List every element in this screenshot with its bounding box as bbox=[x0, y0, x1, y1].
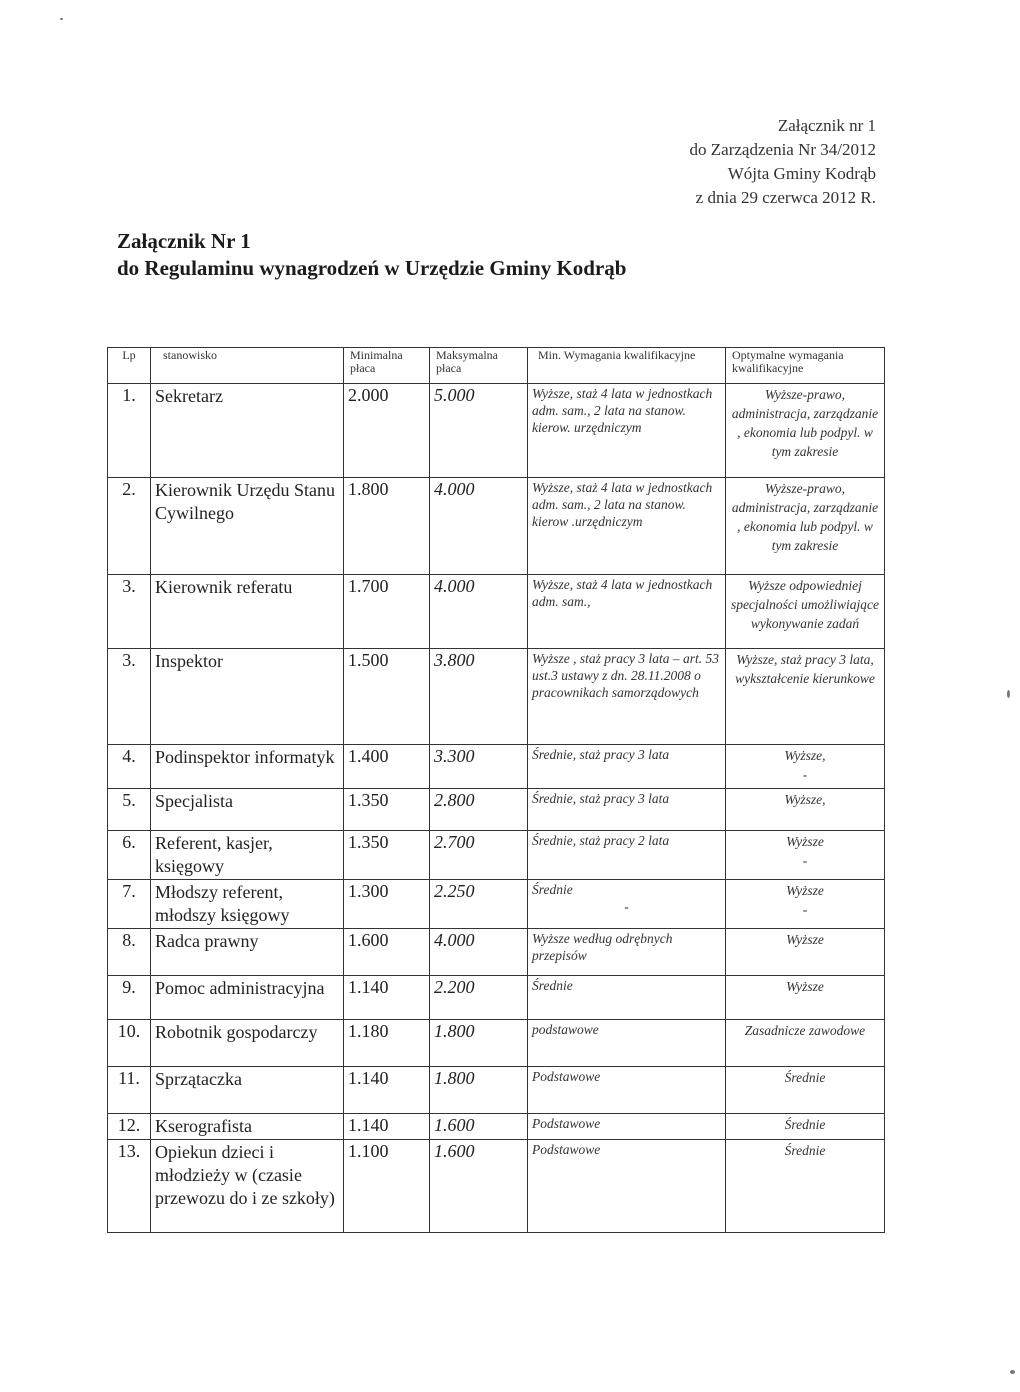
min-requirements: Wyższe według odrębnych przepisów bbox=[532, 931, 673, 963]
min-requirements: Podstawowe bbox=[532, 1116, 601, 1131]
max-pay: 2.700 bbox=[434, 832, 475, 852]
scan-speck bbox=[60, 18, 63, 20]
max-pay: 4.000 bbox=[434, 576, 475, 596]
row-number-cell bbox=[108, 976, 151, 1020]
position-name: Młodszy referent, młodszy księgowy bbox=[155, 882, 290, 925]
min-pay: 1.180 bbox=[348, 1021, 389, 1041]
table-body bbox=[108, 384, 885, 1233]
min-pay-cell bbox=[344, 1140, 430, 1233]
header-min-requirements: Min. Wymagania kwalifikacyjne bbox=[528, 348, 726, 384]
row-number: 4. bbox=[122, 746, 136, 766]
optimal-requirements-cell bbox=[726, 1020, 885, 1067]
row-number: 1. bbox=[122, 385, 136, 405]
min-requirements-cell bbox=[528, 880, 726, 929]
max-pay: 1.600 bbox=[434, 1115, 475, 1135]
table-row bbox=[108, 880, 885, 929]
salary-table bbox=[107, 347, 885, 1233]
header-line-2: do Zarządzenia Nr 34/2012 bbox=[689, 140, 876, 159]
optimal-requirements-dash: - bbox=[802, 902, 808, 917]
max-pay-cell bbox=[430, 831, 528, 880]
row-number-cell bbox=[108, 789, 151, 831]
min-pay-cell bbox=[344, 831, 430, 880]
min-pay-cell bbox=[344, 880, 430, 929]
min-pay: 1.140 bbox=[348, 1068, 389, 1088]
position-name: Pomoc administracyjna bbox=[155, 978, 325, 998]
title-line-2: do Regulaminu wynagrodzeń w Urzędzie Gminy Kodrąb bbox=[117, 256, 627, 280]
min-requirements: Wyższe, staż 4 lata w jednostkach adm. sam., 2 lata na stanow. kierow .urzędniczym bbox=[532, 480, 713, 529]
header-min-pay: Minimalna płaca bbox=[344, 348, 430, 384]
table-row bbox=[108, 649, 885, 745]
min-requirements-cell bbox=[528, 745, 726, 789]
position-name-cell bbox=[151, 1020, 344, 1067]
min-requirements: Średnie, staż pracy 2 lata bbox=[532, 833, 670, 848]
table-row bbox=[108, 831, 885, 880]
min-requirements-cell bbox=[528, 929, 726, 976]
row-number-cell bbox=[108, 1067, 151, 1114]
row-number: 3. bbox=[122, 650, 136, 670]
min-pay: 1.140 bbox=[348, 1115, 389, 1135]
min-requirements: podstawowe bbox=[532, 1022, 599, 1037]
max-pay-cell bbox=[430, 789, 528, 831]
position-name: Sekretarz bbox=[155, 386, 223, 406]
row-number-cell bbox=[108, 575, 151, 649]
max-pay-cell bbox=[430, 384, 528, 478]
max-pay: 1.800 bbox=[434, 1068, 475, 1088]
optimal-requirements-cell bbox=[726, 1114, 885, 1140]
min-requirements-cell bbox=[528, 478, 726, 575]
row-number: 10. bbox=[117, 1021, 141, 1041]
min-pay: 2.000 bbox=[348, 385, 389, 405]
optimal-requirements-cell bbox=[726, 745, 885, 789]
min-requirements-cell bbox=[528, 649, 726, 745]
table-row bbox=[108, 1067, 885, 1114]
min-pay-cell bbox=[344, 649, 430, 745]
row-number: 13. bbox=[117, 1141, 141, 1161]
optimal-requirements: Wyższe, bbox=[784, 748, 826, 763]
min-pay-cell bbox=[344, 976, 430, 1020]
header-line-3: Wójta Gminy Kodrąb bbox=[727, 164, 876, 183]
position-name: Opiekun dzieci i młodzieży w (czasie przewozu do i ze szkoły) bbox=[155, 1142, 335, 1208]
optimal-requirements-dash: - bbox=[802, 767, 808, 782]
row-number: 7. bbox=[122, 881, 136, 901]
position-name-cell bbox=[151, 1140, 344, 1233]
max-pay-cell bbox=[430, 745, 528, 789]
min-pay-cell bbox=[344, 745, 430, 789]
row-number: 6. bbox=[122, 832, 136, 852]
max-pay-cell bbox=[430, 478, 528, 575]
position-name: Radca prawny bbox=[155, 931, 259, 951]
min-requirements-cell bbox=[528, 1020, 726, 1067]
position-name-cell bbox=[151, 1114, 344, 1140]
position-name-cell bbox=[151, 789, 344, 831]
min-pay-cell bbox=[344, 1114, 430, 1140]
max-pay-cell bbox=[430, 880, 528, 929]
position-name-cell bbox=[151, 976, 344, 1020]
row-number-cell bbox=[108, 831, 151, 880]
header-position: stanowisko bbox=[151, 348, 344, 384]
position-name-cell bbox=[151, 745, 344, 789]
scan-speck bbox=[1010, 1370, 1015, 1374]
max-pay-cell bbox=[430, 1067, 528, 1114]
optimal-requirements: Średnie bbox=[784, 1070, 826, 1085]
optimal-requirements-cell bbox=[726, 384, 885, 478]
position-name-cell bbox=[151, 649, 344, 745]
row-number-cell bbox=[108, 745, 151, 789]
table-row bbox=[108, 478, 885, 575]
min-requirements-cell bbox=[528, 1140, 726, 1233]
row-number-cell bbox=[108, 649, 151, 745]
min-pay: 1.600 bbox=[348, 930, 389, 950]
min-pay: 1.700 bbox=[348, 576, 389, 596]
max-pay: 2.250 bbox=[434, 881, 475, 901]
table-header-row bbox=[108, 348, 885, 384]
scan-speck bbox=[1007, 690, 1010, 698]
optimal-requirements: Zasadnicze zawodowe bbox=[744, 1023, 866, 1038]
min-requirements-cell bbox=[528, 575, 726, 649]
row-number: 8. bbox=[122, 930, 136, 950]
position-name-cell bbox=[151, 880, 344, 929]
min-pay-cell bbox=[344, 384, 430, 478]
optimal-requirements-cell bbox=[726, 1067, 885, 1114]
position-name-cell bbox=[151, 831, 344, 880]
table-row bbox=[108, 976, 885, 1020]
optimal-requirements: Wyższe, staż pracy 3 lata, wykształcenie kierunkowe bbox=[735, 652, 875, 686]
row-number: 9. bbox=[122, 977, 136, 997]
table-row bbox=[108, 575, 885, 649]
optimal-requirements: Średnie bbox=[784, 1143, 826, 1158]
position-name: Podinspektor informatyk bbox=[155, 747, 335, 767]
position-name-cell bbox=[151, 478, 344, 575]
optimal-requirements-cell bbox=[726, 649, 885, 745]
optimal-requirements: Wyższe bbox=[786, 834, 824, 849]
row-number-cell bbox=[108, 384, 151, 478]
row-number-cell bbox=[108, 1140, 151, 1233]
min-pay: 1.350 bbox=[348, 790, 389, 810]
max-pay-cell bbox=[430, 1140, 528, 1233]
optimal-requirements: Wyższe-prawo, administracja, zarządzanie , ekonomia lub podpyl. w tym zakresie bbox=[731, 387, 879, 459]
row-number-cell bbox=[108, 1020, 151, 1067]
min-pay: 1.140 bbox=[348, 977, 389, 997]
max-pay-cell bbox=[430, 1114, 528, 1140]
max-pay: 2.200 bbox=[434, 977, 475, 997]
max-pay: 1.600 bbox=[434, 1141, 475, 1161]
min-requirements-cell bbox=[528, 1114, 726, 1140]
min-pay-cell bbox=[344, 789, 430, 831]
header-optimal-requirements: Optymalne wymagania kwalifikacyjne bbox=[726, 348, 885, 384]
max-pay: 2.800 bbox=[434, 790, 475, 810]
row-number: 5. bbox=[122, 790, 136, 810]
position-name-cell bbox=[151, 384, 344, 478]
min-requirements-cell bbox=[528, 384, 726, 478]
position-name: Robotnik gospodarczy bbox=[155, 1022, 318, 1042]
min-pay: 1.350 bbox=[348, 832, 389, 852]
position-name-cell bbox=[151, 929, 344, 976]
max-pay: 3.800 bbox=[434, 650, 475, 670]
optimal-requirements: Wyższe bbox=[786, 979, 824, 994]
min-pay: 1.400 bbox=[348, 746, 389, 766]
min-pay-cell bbox=[344, 478, 430, 575]
position-name: Kierownik Urzędu Stanu Cywilnego bbox=[155, 480, 335, 523]
document-title bbox=[117, 228, 626, 282]
position-name: Specjalista bbox=[155, 791, 233, 811]
position-name-cell bbox=[151, 1067, 344, 1114]
row-number: 11. bbox=[118, 1068, 140, 1088]
position-name-cell bbox=[151, 575, 344, 649]
optimal-requirements-cell bbox=[726, 976, 885, 1020]
min-requirements: Wyższe , staż pracy 3 lata – art. 53 ust.3 ustawy z dn. 28.11.2008 o pracownikach samorządowych bbox=[532, 651, 720, 700]
min-requirements-dash: - bbox=[624, 899, 629, 914]
max-pay-cell bbox=[430, 649, 528, 745]
optimal-requirements-cell bbox=[726, 1140, 885, 1233]
optimal-requirements-cell bbox=[726, 575, 885, 649]
max-pay: 3.300 bbox=[434, 746, 475, 766]
optimal-requirements-cell bbox=[726, 880, 885, 929]
min-requirements-cell bbox=[528, 789, 726, 831]
min-requirements: Wyższe, staż 4 lata w jednostkach adm. sam., 2 lata na stanow. kierow. urzędniczym bbox=[532, 386, 713, 435]
header-line-4: z dnia 29 czerwca 2012 R. bbox=[695, 188, 876, 207]
table-row bbox=[108, 1140, 885, 1233]
position-name: Sprzątaczka bbox=[155, 1069, 242, 1089]
optimal-requirements: Średnie bbox=[784, 1117, 826, 1132]
row-number: 12. bbox=[117, 1115, 141, 1135]
header-max-pay: Maksymalna płaca bbox=[430, 348, 528, 384]
position-name: Kierownik referatu bbox=[155, 577, 293, 597]
min-requirements: Średnie bbox=[532, 882, 573, 897]
row-number-cell bbox=[108, 880, 151, 929]
min-requirements: Podstawowe bbox=[532, 1069, 601, 1084]
min-requirements: Średnie bbox=[532, 978, 573, 993]
position-name: Inspektor bbox=[155, 651, 223, 671]
optimal-requirements-cell bbox=[726, 478, 885, 575]
optimal-requirements-cell bbox=[726, 831, 885, 880]
min-requirements-cell bbox=[528, 1067, 726, 1114]
optimal-requirements: Wyższe-prawo, administracja, zarządzanie , ekonomia lub podpyl. w tym zakresie bbox=[731, 481, 879, 553]
min-pay: 1.800 bbox=[348, 479, 389, 499]
position-name: Kserografista bbox=[155, 1116, 252, 1136]
min-pay: 1.300 bbox=[348, 881, 389, 901]
header-line-1: Załącznik nr 1 bbox=[777, 116, 876, 135]
optimal-requirements: Wyższe, bbox=[784, 792, 826, 807]
position-name: Referent, kasjer, księgowy bbox=[155, 833, 273, 876]
row-number-cell bbox=[108, 1114, 151, 1140]
min-requirements-cell bbox=[528, 831, 726, 880]
min-requirements: Podstawowe bbox=[532, 1142, 601, 1157]
min-pay-cell bbox=[344, 1020, 430, 1067]
optimal-requirements: Wyższe odpowiedniej specjalności umożliwiające wykonywanie zadań bbox=[730, 578, 880, 631]
optimal-requirements-cell bbox=[726, 929, 885, 976]
row-number-cell bbox=[108, 929, 151, 976]
row-number-cell bbox=[108, 478, 151, 575]
table-row bbox=[108, 384, 885, 478]
min-requirements: Średnie, staż pracy 3 lata bbox=[532, 747, 670, 762]
optimal-requirements: Wyższe bbox=[786, 932, 824, 947]
table-row bbox=[108, 745, 885, 789]
max-pay-cell bbox=[430, 575, 528, 649]
min-pay: 1.100 bbox=[348, 1141, 389, 1161]
max-pay-cell bbox=[430, 929, 528, 976]
table-row bbox=[108, 1020, 885, 1067]
optimal-requirements: Wyższe bbox=[786, 883, 824, 898]
row-number: 3. bbox=[122, 576, 136, 596]
max-pay: 5.000 bbox=[434, 385, 475, 405]
max-pay-cell bbox=[430, 1020, 528, 1067]
title-line-1: Załącznik Nr 1 bbox=[117, 229, 251, 253]
min-pay-cell bbox=[344, 575, 430, 649]
min-requirements: Średnie, staż pracy 3 lata bbox=[532, 791, 670, 806]
max-pay: 4.000 bbox=[434, 479, 475, 499]
min-pay: 1.500 bbox=[348, 650, 389, 670]
table-row bbox=[108, 929, 885, 976]
document-header bbox=[690, 114, 876, 210]
optimal-requirements-cell bbox=[726, 789, 885, 831]
min-pay-cell bbox=[344, 929, 430, 976]
table-row bbox=[108, 1114, 885, 1140]
min-pay-cell bbox=[344, 1067, 430, 1114]
min-requirements-cell bbox=[528, 976, 726, 1020]
header-lp: Lp bbox=[108, 348, 151, 384]
max-pay-cell bbox=[430, 976, 528, 1020]
max-pay: 4.000 bbox=[434, 930, 475, 950]
table-row bbox=[108, 789, 885, 831]
min-requirements: Wyższe, staż 4 lata w jednostkach adm. sam., bbox=[532, 577, 713, 609]
optimal-requirements-dash: - bbox=[802, 853, 808, 868]
row-number: 2. bbox=[122, 479, 136, 499]
max-pay: 1.800 bbox=[434, 1021, 475, 1041]
